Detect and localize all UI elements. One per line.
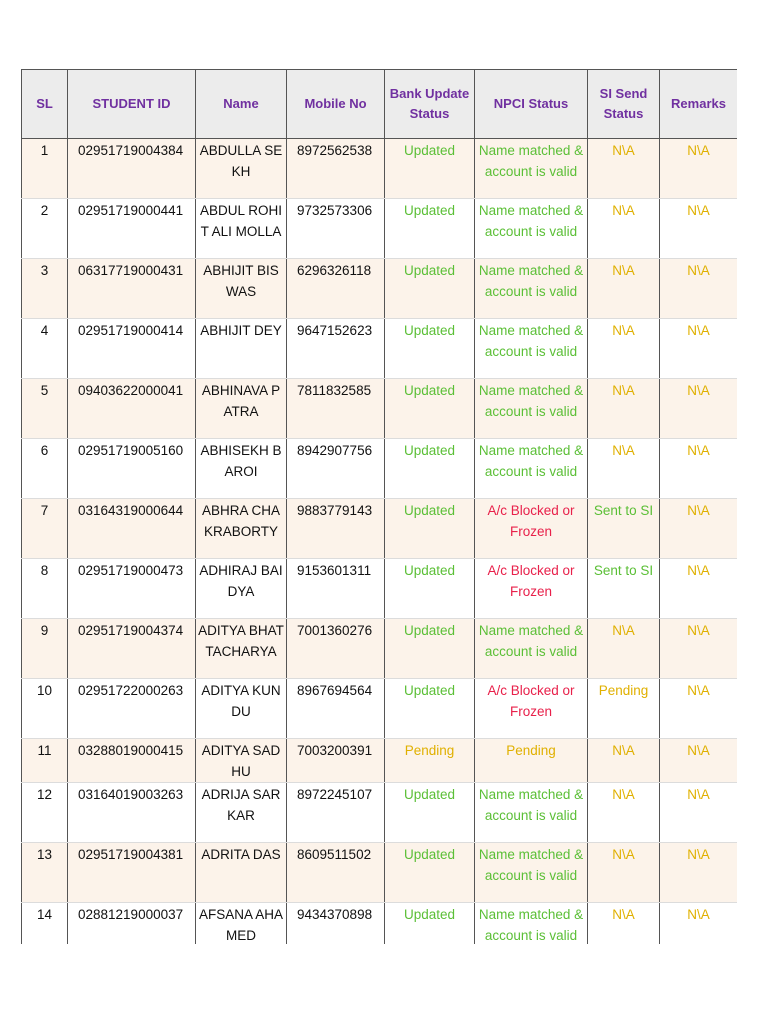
header-student-id: STUDENT ID bbox=[68, 70, 196, 139]
cell-student-id: 02951719000414 bbox=[68, 319, 196, 379]
header-bank-update-status: Bank Update Status bbox=[385, 70, 475, 139]
cell-student-id: 09403622000041 bbox=[68, 379, 196, 439]
table-row bbox=[22, 439, 738, 499]
cell-bank-update-status: Updated bbox=[385, 439, 475, 499]
cell-si-send-status: N\A bbox=[588, 439, 660, 499]
cell-bank-update-status: Updated bbox=[385, 199, 475, 259]
table-row bbox=[22, 499, 738, 559]
cell-npci-status: Name matched & account is valid bbox=[475, 379, 588, 439]
cell-si-send-status: N\A bbox=[588, 739, 660, 783]
cell-remarks: N\A bbox=[660, 199, 738, 259]
header-name: Name bbox=[196, 70, 287, 139]
cell-mobile-no: 8972245107 bbox=[287, 783, 385, 843]
cell-student-id: 03164019003263 bbox=[68, 783, 196, 843]
table-body bbox=[22, 139, 738, 945]
student-status-table-sheet bbox=[21, 69, 737, 944]
cell-remarks: N\A bbox=[660, 619, 738, 679]
cell-bank-update-status: Updated bbox=[385, 843, 475, 903]
cell-remarks: N\A bbox=[660, 739, 738, 783]
header-si-send-status: SI Send Status bbox=[588, 70, 660, 139]
header-npci-status: NPCI Status bbox=[475, 70, 588, 139]
cell-bank-update-status: Updated bbox=[385, 783, 475, 843]
table-row bbox=[22, 319, 738, 379]
cell-remarks: N\A bbox=[660, 499, 738, 559]
cell-npci-status: A/c Blocked or Frozen bbox=[475, 559, 588, 619]
cell-mobile-no: 7003200391 bbox=[287, 739, 385, 783]
cell-name: ABDULLA SEKH bbox=[196, 139, 287, 199]
cell-mobile-no: 8609511502 bbox=[287, 843, 385, 903]
cell-si-send-status: Sent to SI bbox=[588, 559, 660, 619]
header-mobile-no: Mobile No bbox=[287, 70, 385, 139]
cell-student-id: 02951719004381 bbox=[68, 843, 196, 903]
cell-student-id: 02951719004374 bbox=[68, 619, 196, 679]
cell-npci-status: A/c Blocked or Frozen bbox=[475, 679, 588, 739]
table-row bbox=[22, 843, 738, 903]
cell-si-send-status: N\A bbox=[588, 319, 660, 379]
cell-name: AFSANA AHAMED bbox=[196, 903, 287, 945]
cell-si-send-status: N\A bbox=[588, 259, 660, 319]
cell-remarks: N\A bbox=[660, 319, 738, 379]
cell-mobile-no: 8967694564 bbox=[287, 679, 385, 739]
cell-mobile-no: 9434370898 bbox=[287, 903, 385, 945]
cell-sl: 5 bbox=[22, 379, 68, 439]
cell-sl: 14 bbox=[22, 903, 68, 945]
cell-bank-update-status: Updated bbox=[385, 499, 475, 559]
cell-si-send-status: Pending bbox=[588, 679, 660, 739]
cell-si-send-status: N\A bbox=[588, 199, 660, 259]
table-row bbox=[22, 783, 738, 843]
cell-name: ADHIRAJ BAIDYA bbox=[196, 559, 287, 619]
cell-bank-update-status: Updated bbox=[385, 319, 475, 379]
cell-npci-status: Pending bbox=[475, 739, 588, 783]
cell-npci-status: Name matched & account is valid bbox=[475, 199, 588, 259]
table-row bbox=[22, 139, 738, 199]
cell-npci-status: Name matched & account is valid bbox=[475, 783, 588, 843]
cell-student-id: 02951719000473 bbox=[68, 559, 196, 619]
header-row bbox=[22, 70, 738, 139]
table-row bbox=[22, 739, 738, 783]
cell-sl: 4 bbox=[22, 319, 68, 379]
cell-npci-status: Name matched & account is valid bbox=[475, 843, 588, 903]
cell-sl: 2 bbox=[22, 199, 68, 259]
cell-npci-status: Name matched & account is valid bbox=[475, 439, 588, 499]
cell-sl: 7 bbox=[22, 499, 68, 559]
cell-bank-update-status: Updated bbox=[385, 619, 475, 679]
cell-name: ADRIJA SARKAR bbox=[196, 783, 287, 843]
cell-student-id: 02881219000037 bbox=[68, 903, 196, 945]
header-remarks: Remarks bbox=[660, 70, 738, 139]
cell-remarks: N\A bbox=[660, 379, 738, 439]
cell-sl: 12 bbox=[22, 783, 68, 843]
cell-student-id: 02951722000263 bbox=[68, 679, 196, 739]
cell-remarks: N\A bbox=[660, 139, 738, 199]
table-row bbox=[22, 259, 738, 319]
cell-mobile-no: 6296326118 bbox=[287, 259, 385, 319]
cell-si-send-status: Sent to SI bbox=[588, 499, 660, 559]
cell-mobile-no: 8972562538 bbox=[287, 139, 385, 199]
cell-name: ADITYA SADHU bbox=[196, 739, 287, 783]
cell-npci-status: A/c Blocked or Frozen bbox=[475, 499, 588, 559]
cell-name: ADITYA KUNDU bbox=[196, 679, 287, 739]
cell-sl: 11 bbox=[22, 739, 68, 783]
cell-name: ADITYA BHATTACHARYA bbox=[196, 619, 287, 679]
table-row bbox=[22, 619, 738, 679]
cell-si-send-status: N\A bbox=[588, 379, 660, 439]
cell-bank-update-status: Updated bbox=[385, 559, 475, 619]
cell-si-send-status: N\A bbox=[588, 139, 660, 199]
header-sl: SL bbox=[22, 70, 68, 139]
cell-si-send-status: N\A bbox=[588, 903, 660, 945]
cell-remarks: N\A bbox=[660, 679, 738, 739]
cell-student-id: 06317719000431 bbox=[68, 259, 196, 319]
cell-sl: 6 bbox=[22, 439, 68, 499]
cell-student-id: 02951719004384 bbox=[68, 139, 196, 199]
cell-mobile-no: 7001360276 bbox=[287, 619, 385, 679]
table-row bbox=[22, 559, 738, 619]
cell-bank-update-status: Updated bbox=[385, 139, 475, 199]
cell-name: ADRITA DAS bbox=[196, 843, 287, 903]
cell-name: ABHIJIT BISWAS bbox=[196, 259, 287, 319]
cell-bank-update-status: Pending bbox=[385, 739, 475, 783]
cell-npci-status: Name matched & account is valid bbox=[475, 619, 588, 679]
cell-sl: 10 bbox=[22, 679, 68, 739]
cell-sl: 8 bbox=[22, 559, 68, 619]
cell-mobile-no: 7811832585 bbox=[287, 379, 385, 439]
cell-sl: 9 bbox=[22, 619, 68, 679]
cell-sl: 3 bbox=[22, 259, 68, 319]
cell-student-id: 02951719005160 bbox=[68, 439, 196, 499]
cell-remarks: N\A bbox=[660, 439, 738, 499]
cell-bank-update-status: Updated bbox=[385, 259, 475, 319]
cell-name: ABHRA CHAKRABORTY bbox=[196, 499, 287, 559]
cell-student-id: 03164319000644 bbox=[68, 499, 196, 559]
cell-bank-update-status: Updated bbox=[385, 903, 475, 945]
cell-name: ABHINAVA PATRA bbox=[196, 379, 287, 439]
cell-mobile-no: 9647152623 bbox=[287, 319, 385, 379]
cell-name: ABHIJIT DEY bbox=[196, 319, 287, 379]
cell-npci-status: Name matched & account is valid bbox=[475, 139, 588, 199]
cell-remarks: N\A bbox=[660, 259, 738, 319]
cell-bank-update-status: Updated bbox=[385, 379, 475, 439]
cell-sl: 1 bbox=[22, 139, 68, 199]
table-row bbox=[22, 903, 738, 945]
cell-npci-status: Name matched & account is valid bbox=[475, 903, 588, 945]
table-row bbox=[22, 199, 738, 259]
cell-mobile-no: 9153601311 bbox=[287, 559, 385, 619]
table-row bbox=[22, 379, 738, 439]
cell-name: ABHISEKH BAROI bbox=[196, 439, 287, 499]
cell-remarks: N\A bbox=[660, 783, 738, 843]
cell-remarks: N\A bbox=[660, 559, 738, 619]
cell-npci-status: Name matched & account is valid bbox=[475, 319, 588, 379]
cell-si-send-status: N\A bbox=[588, 783, 660, 843]
cell-sl: 13 bbox=[22, 843, 68, 903]
cell-si-send-status: N\A bbox=[588, 619, 660, 679]
cell-npci-status: Name matched & account is valid bbox=[475, 259, 588, 319]
cell-bank-update-status: Updated bbox=[385, 679, 475, 739]
cell-student-id: 03288019000415 bbox=[68, 739, 196, 783]
cell-remarks: N\A bbox=[660, 903, 738, 945]
cell-mobile-no: 9732573306 bbox=[287, 199, 385, 259]
cell-mobile-no: 9883779143 bbox=[287, 499, 385, 559]
cell-student-id: 02951719000441 bbox=[68, 199, 196, 259]
cell-si-send-status: N\A bbox=[588, 843, 660, 903]
cell-name: ABDUL ROHIT ALI MOLLA bbox=[196, 199, 287, 259]
cell-remarks: N\A bbox=[660, 843, 738, 903]
student-status-table bbox=[21, 69, 737, 944]
table-row bbox=[22, 679, 738, 739]
cell-mobile-no: 8942907756 bbox=[287, 439, 385, 499]
